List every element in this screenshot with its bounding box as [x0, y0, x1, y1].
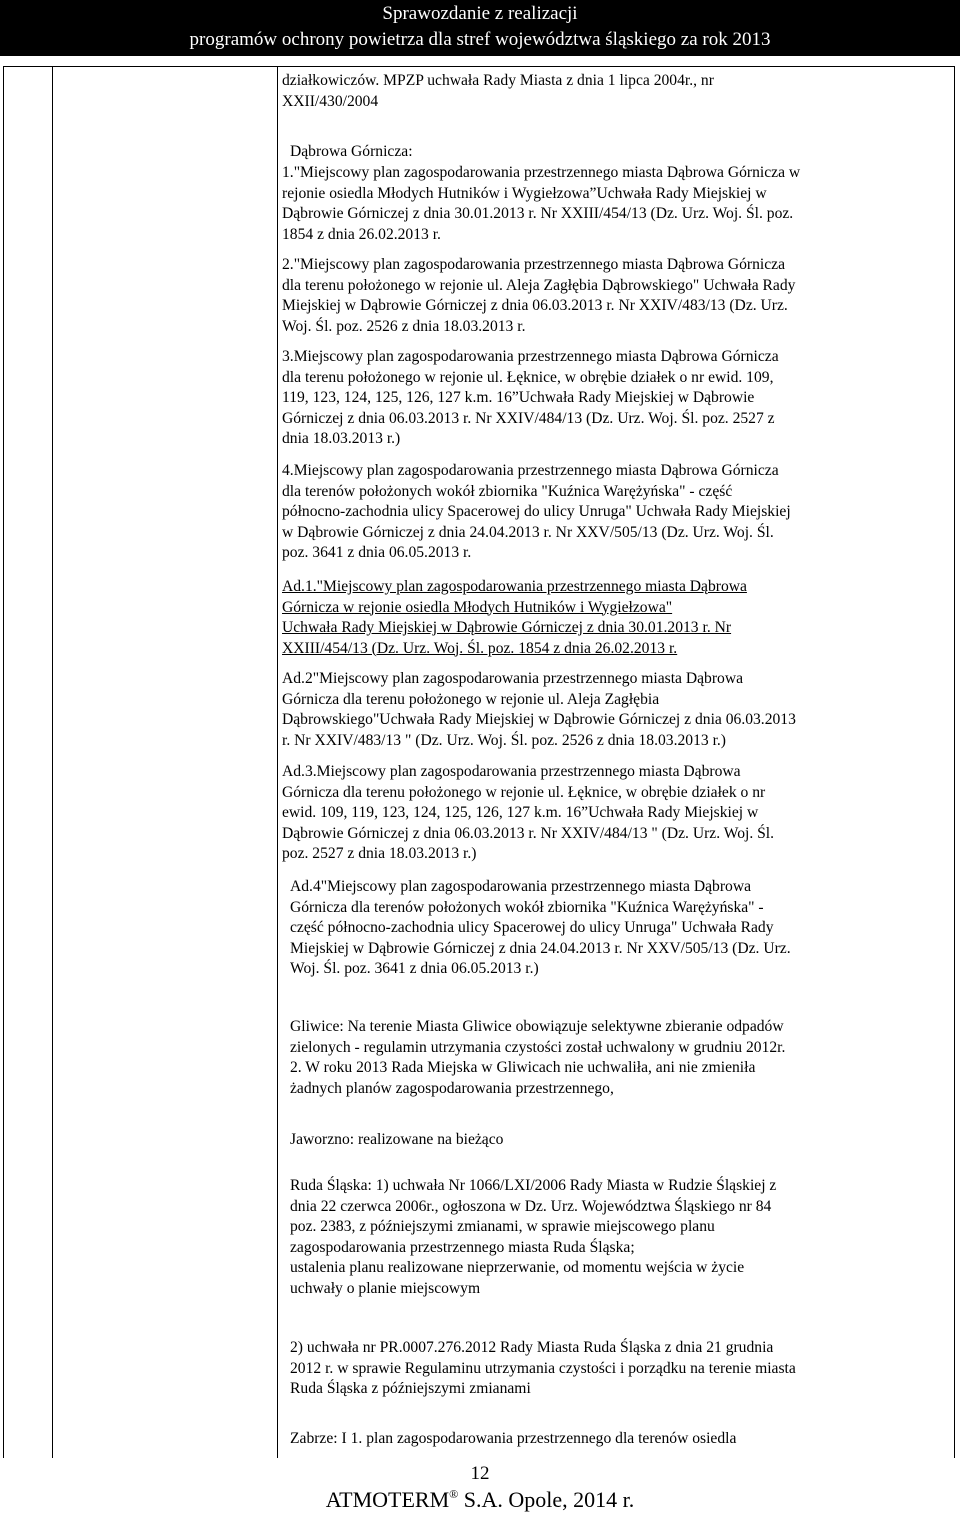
header-title: Sprawozdanie z realizacji [382, 3, 578, 24]
table-column-divider [277, 66, 278, 1458]
table-border-top [3, 66, 955, 67]
dabrowa-ad-2: Ad.2"Miejscowy plan zagospodarowania przestrzennego miasta Dąbrowa Górnicza dla terenu położonego w rejonie ul. Aleja Zagłębia Dąbrowskiego"Uchwała Rady Miejskiej w Dąbrowie Górniczej z dnia 06.03.2013 r. Nr XXIV/483/13 " (Dz. Urz. Woj. Śl. poz. 2526 z dnia 18.03.2013 r.) [282, 670, 796, 749]
ruda-slaska-paragraph-1: Ruda Śląska: 1) uchwała Nr 1066/LXI/2006 Rady Miasta w Rudzie Śląskiej z dnia 22 czerwca 2006r., ogłoszona w Dz. Urz. Województwa Śląskiego nr 84 poz. 2383, z późniejszymi zmianami, w sprawie miejscowego planu zagospodarowania przestrzennego miasta Ruda Śląska; ustalenia planu realizowane nieprzerwanie, od momentu wejścia w życie uchwały o planie miejscowym [290, 1177, 777, 1297]
jaworzno-paragraph: Jaworzno: realizowane na bieżąco [290, 1131, 504, 1148]
city-heading-dabrowa: Dąbrowa Górnicza: [290, 143, 413, 160]
dabrowa-item-1: 1."Miejscowy plan zagospodarowania przestrzennego miasta Dąbrowa Górnicza w rejonie osiedla Młodych Hutników i Wygiełzowa”Uchwała Rady Miejskiej w Dąbrowie Górniczej z dnia 30.01.2013 r. Nr XXIII/454/13 (Dz. Urz. Woj. Śl. poz. 1854 z dnia 26.02.2013 r. [282, 164, 801, 243]
header-subtitle: programów ochrony powietrza dla stref województwa śląskiego za rok 2013 [189, 29, 771, 50]
registered-mark: ® [449, 1487, 459, 1501]
zabrze-paragraph: Zabrze: I 1. plan zagospodarowania przestrzennego dla terenów osiedla [290, 1430, 737, 1447]
dabrowa-item-4: 4.Miejscowy plan zagospodarowania przestrzennego miasta Dąbrowa Górnicza dla terenów położonych wokół zbiornika "Kuźnica Warężyńska" - część północno-zachodnia ulicy Spacerowej do ulicy Unruga" Uchwała Rady Miejskiej w Dąbrowie Górniczej z dnia 24.04.2013 r. Nr XXV/505/13 (Dz. Urz. Woj. Śl. poz. 3641 z dnia 06.05.2013 r. [282, 462, 791, 561]
dabrowa-ad-3: Ad.3.Miejscowy plan zagospodarowania przestrzennego miasta Dąbrowa Górnicza dla terenu położonego w rejonie ul. Łęknice, w obrębie działek o nr ewid. 109, 119, 123, 124, 125, 126, 127 k.m. 16”Uchwała Rady Miejskiej w Dąbrowie Górniczej z dnia 06.03.2013 r. Nr XXIV/484/13 " (Dz. Urz. Woj. Śl. poz. 2527 z dnia 18.03.2013 r.) [282, 763, 775, 862]
gliwice-paragraph: Gliwice: Na terenie Miasta Gliwice obowiązuje selektywne zbieranie odpadów zielonych - regulamin utrzymania czystości został uchwalony w grudniu 2012r. 2. W roku 2013 Rada Miejska w Gliwicach nie uchwaliła, ani nie zmieniła żadnych planów zagospodarowania przestrzennego, [290, 1018, 786, 1097]
dabrowa-item-3: 3.Miejscowy plan zagospodarowania przestrzennego miasta Dąbrowa Górnicza dla terenu położonego w rejonie ul. Łęknice, w obrębie działek o nr ewid. 109, 119, 123, 124, 125, 126, 127 k.m. 16”Uchwała Rady Miejskiej w Dąbrowie Górniczej z dnia 06.03.2013 r. Nr XXIV/484/13 (Dz. Urz. Woj. Śl. poz. 2527 z dnia 18.03.2013 r.) [282, 348, 779, 447]
table-column-divider [52, 66, 53, 1458]
ruda-slaska-paragraph-2: 2) uchwała nr PR.0007.276.2012 Rady Miasta Ruda Śląska z dnia 21 grudnia 2012 r. w sprawie Regulaminu utrzymania czystości i porządku na terenie miasta Ruda Śląska z późniejszymi zmianami [290, 1339, 796, 1397]
dabrowa-ad-4: Ad.4"Miejscowy plan zagospodarowania przestrzennego miasta Dąbrowa Górnicza dla terenów położonych wokół zbiornika "Kuźnica Warężyńska" - część północno-zachodnia ulicy Spacerowej do ulicy Unruga" Uchwała Rady Miejskiej w Dąbrowie Górniczej z dnia 24.04.2013 r. Nr XXV/505/13 (Dz. Urz. Woj. Śl. poz. 3641 z dnia 06.05.2013 r.) [290, 878, 791, 977]
page-header [0, 0, 960, 56]
dabrowa-ad-1: Ad.1."Miejscowy plan zagospodarowania przestrzennego miasta Dąbrowa Górnicza w rejonie osiedla Młodych Hutników i Wygiełzowa" Uchwała Rady Miejskiej w Dąbrowie Górniczej z dnia 30.01.2013 r. Nr XXIII/454/13 (Dz. Urz. Woj. Śl. poz. 1854 z dnia 26.02.2013 r. [282, 578, 747, 657]
footer-company: ATMOTERM [325, 1487, 450, 1512]
mpzp-paragraph: działkowiczów. MPZP uchwała Rady Miasta z dnia 1 lipca 2004r., nr XXII/430/2004 [282, 72, 714, 110]
dabrowa-item-2: 2."Miejscowy plan zagospodarowania przestrzennego miasta Dąbrowa Górnicza dla terenu położonego w rejonie ul. Aleja Zagłębia Dąbrowskiego" Uchwała Rady Miejskiej w Dąbrowie Górniczej z dnia 06.03.2013 r. Nr XXIV/483/13 (Dz. Urz. Woj. Śl. poz. 2526 z dnia 18.03.2013 r. [282, 256, 796, 335]
table-border-left [3, 66, 4, 1458]
table-border-right [954, 66, 955, 1458]
page-footer [0, 1487, 960, 1513]
footer-rest: S.A. Opole, 2014 r. [463, 1487, 635, 1512]
page-number: 12 [470, 1463, 490, 1484]
